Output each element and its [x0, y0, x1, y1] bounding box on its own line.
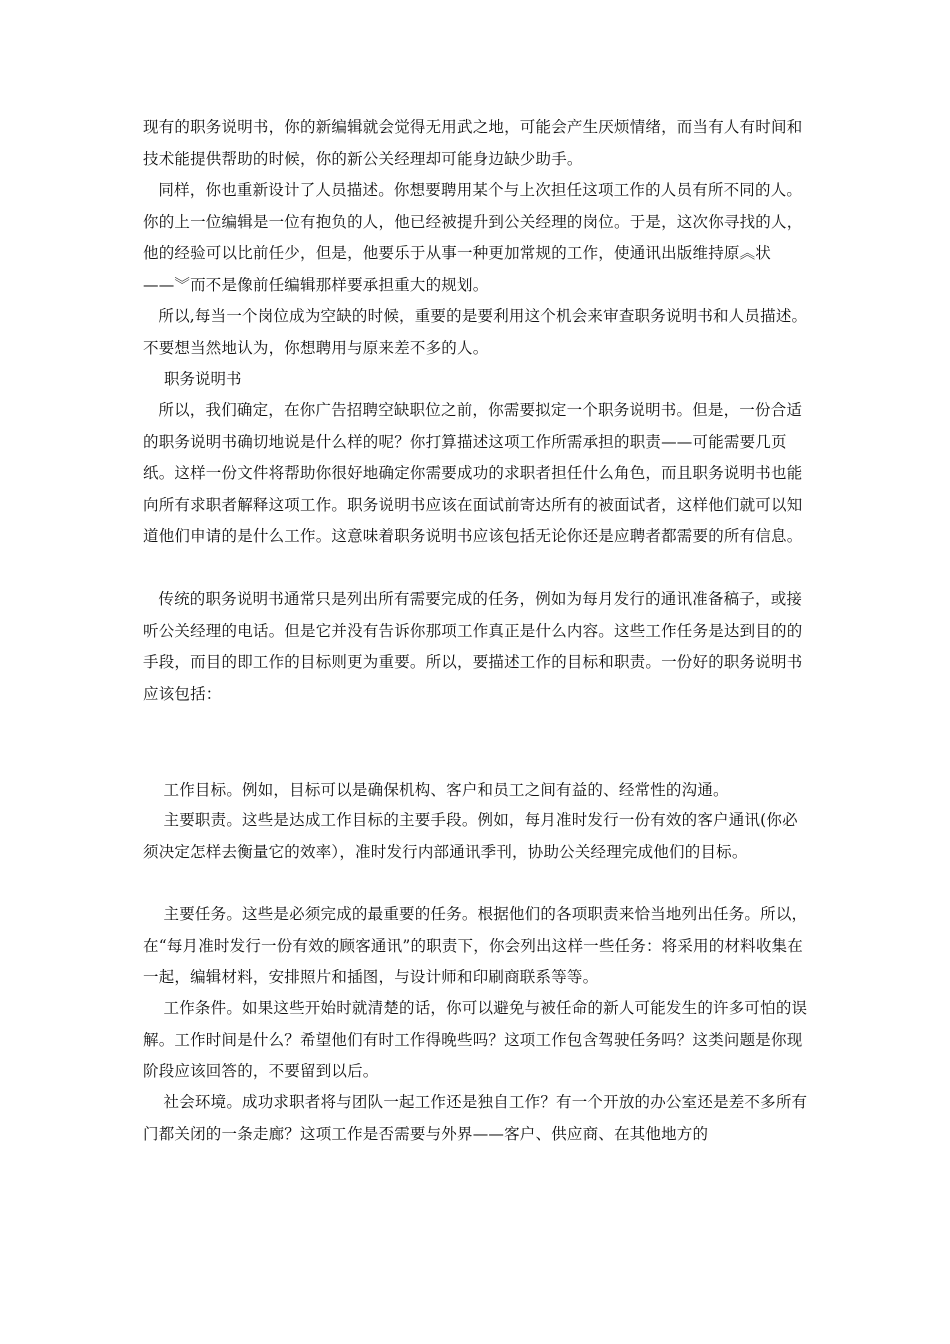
list-item-objectives: 工作目标。例如，目标可以是确保机构、客户和员工之间有益的、经常性的沟通。: [143, 781, 729, 799]
paragraph-4: 所以，我们确定，在你广告招聘空缺职位之前，你需要拟定一个职务说明书。但是，一份合适的职务说明书确切地说是什么样的呢？你打算描述这项工作所需承担的职责——可能需要几页纸。这样一份文件将帮助你很好地确定你需要成功的求职者担任什么角色，而且职务说明书也能向所有求职者解释这项工作。职务说明书应该在面试前寄达所有的被面试者，这样他们就可以知道他们申请的是什么工作。这意味着职务说明书应该包括无论你还是应聘者都需要的所有信息。: [143, 401, 803, 545]
paragraph-2: 同样，你也重新设计了人员描述。你想要聘用某个与上次担任这项工作的人员有所不同的人。你的上一位编辑是一位有抱负的人，他已经被提升到公关经理的岗位。于是，这次你寻找的人，他的经验可以比前任少，但是，他要乐于从事一种更加常规的工作，使通讯出版维持原︽状——︾而不是像前任编辑那样要承担重大的规划。: [143, 181, 803, 294]
paragraph-1: 现有的职务说明书，你的新编辑就会觉得无用武之地，可能会产生厌烦情绪，而当有人有时间和技术能提供帮助的时候，你的新公关经理却可能身边缺少助手。: [143, 118, 803, 168]
paragraph-3: 所以,每当一个岗位成为空缺的时候，重要的是要利用这个机会来审查职务说明书和人员描述。不要想当然地认为，你想聘用与原来差不多的人。: [143, 307, 808, 357]
list-item-tasks: 主要任务。这些是必须完成的最重要的任务。根据他们的各项职责来恰当地列出任务。所以，在“每月准时发行一份有效的顾客通讯”的职责下，你会列出这样一些任务：将采用的材料收集在一起，编辑材料，安排照片和插图，与设计师和印刷商联系等等。: [143, 905, 808, 986]
list-item-duties: 主要职责。这些是达成工作目标的主要手段。例如，每月准时发行一份有效的客户通讯(你必须决定怎样去衡量它的效率），准时发行内部通讯季刊，协助公关经理完成他们的目标。: [143, 811, 798, 861]
list-item-conditions: 工作条件。如果这些开始时就清楚的话，你可以避免与被任命的新人可能发生的许多可怕的误解。工作时间是什么？希望他们有时工作得晚些吗？这项工作包含驾驶任务吗？这类问题是你现阶段应该回答的，不要留到以后。: [143, 999, 808, 1080]
list-item-social-environment: 社会环境。成功求职者将与团队一起工作还是独自工作？有一个开放的办公室还是差不多所有门都关闭的一条走廊？这项工作是否需要与外界——客户、供应商、在其他地方的: [143, 1093, 808, 1143]
paragraph-5: 传统的职务说明书通常只是列出所有需要完成的任务，例如为每月发行的通讯准备稿子，或接听公关经理的电话。但是它并没有告诉你那项工作真正是什么内容。这些工作任务是达到目的的手段，而目的即工作的目标则更为重要。所以，要描述工作的目标和职责。一份好的职务说明书应该包括：: [143, 590, 803, 703]
section-heading: 职务说明书: [164, 370, 242, 388]
